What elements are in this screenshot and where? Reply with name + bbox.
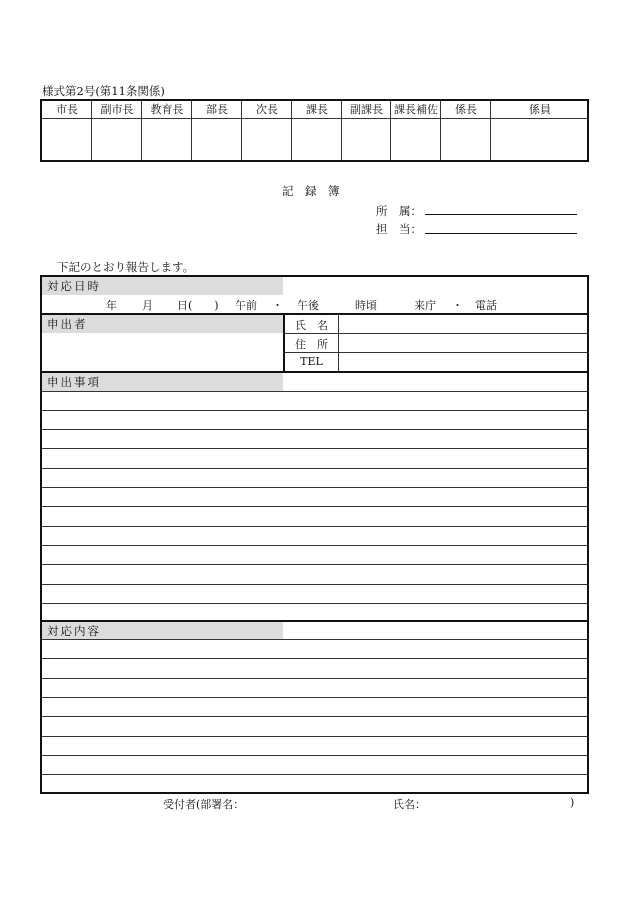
date-line-part: ・ <box>452 299 463 312</box>
approval-stamp-cell[interactable] <box>42 120 91 160</box>
affiliation-field[interactable] <box>425 214 577 215</box>
approval-column-header: 係長 <box>455 103 477 116</box>
request-row-field[interactable] <box>42 392 587 410</box>
applicant-address-field[interactable] <box>340 334 587 352</box>
request-row-field[interactable] <box>42 527 587 545</box>
applicant-name-label: 氏 名 <box>295 319 328 332</box>
request-header: 申出事項 <box>47 375 101 389</box>
response-header: 対応内容 <box>47 624 101 638</box>
approval-stamp-cell[interactable] <box>491 120 588 160</box>
approval-column-header: 部長 <box>206 103 228 116</box>
approval-stamp-cell[interactable] <box>192 120 241 160</box>
form-number: 様式第2号(第11条関係) <box>42 84 165 98</box>
document-title: 記 録 簿 <box>282 184 340 198</box>
applicant-address-label: 住 所 <box>295 338 328 351</box>
approval-column-header: 係員 <box>529 103 551 116</box>
receiver-dept-label: 受付者(部署名： <box>163 798 245 811</box>
date-line-part: 時頃 <box>355 299 377 312</box>
applicant-tel-field[interactable] <box>340 353 587 371</box>
approval-column-header: 市長 <box>56 103 78 116</box>
applicant-label-divider <box>338 315 339 372</box>
approval-stamp-cell[interactable] <box>242 120 291 160</box>
request-row-field[interactable] <box>42 411 587 429</box>
date-line-part: 年 <box>106 299 117 312</box>
request-row-field[interactable] <box>42 546 587 564</box>
approval-stamp-cell[interactable] <box>292 120 341 160</box>
response-row-field[interactable] <box>42 659 587 677</box>
date-line-part: 月 <box>142 299 153 312</box>
response-row-field[interactable] <box>42 756 587 774</box>
approval-column-header: 課長補佐 <box>394 103 438 116</box>
datetime-field[interactable] <box>42 296 587 314</box>
date-line-part: 来庁 <box>414 299 436 312</box>
date-line-part: 午前 <box>235 299 257 312</box>
applicant-tel-label: TEL <box>300 355 323 368</box>
request-row-field[interactable] <box>42 585 587 603</box>
date-line-part: 電話 <box>475 299 497 312</box>
response-row-field[interactable] <box>42 640 587 658</box>
request-row-field[interactable] <box>42 430 587 448</box>
approval-stamp-cell[interactable] <box>142 120 191 160</box>
approval-column-header: 次長 <box>256 103 278 116</box>
response-row-field[interactable] <box>42 737 587 755</box>
response-row-field[interactable] <box>42 717 587 735</box>
close-paren: ) <box>570 796 575 809</box>
request-row-field[interactable] <box>42 565 587 583</box>
applicant-header: 申出者 <box>47 317 88 331</box>
date-line-part: 午後 <box>297 299 319 312</box>
approval-column-header: 副市長 <box>100 103 134 116</box>
person-field[interactable] <box>425 233 577 234</box>
intro-text: 下記のとおり報告します。 <box>57 260 195 274</box>
applicant-field[interactable] <box>42 334 283 372</box>
response-row-field[interactable] <box>42 698 587 716</box>
approval-stamp-cell[interactable] <box>441 120 490 160</box>
approval-column-header: 課長 <box>306 103 328 116</box>
datetime-header: 対応日時 <box>47 279 101 293</box>
approval-stamp-cell[interactable] <box>342 120 390 160</box>
response-row-field[interactable] <box>42 775 587 793</box>
request-row-field[interactable] <box>42 507 587 525</box>
person-label: 担 当： <box>376 222 422 236</box>
request-row-field[interactable] <box>42 469 587 487</box>
approval-stamp-cell[interactable] <box>92 120 141 160</box>
request-row-field[interactable] <box>42 488 587 506</box>
report-table <box>40 275 589 794</box>
date-line-part: 日( ) <box>177 299 219 312</box>
response-row-field[interactable] <box>42 679 587 697</box>
receiver-name-label: 氏名： <box>393 798 426 811</box>
approval-column-header: 副課長 <box>350 103 383 116</box>
date-line-part: ・ <box>272 299 283 312</box>
approval-stamp-table <box>40 99 589 162</box>
request-row-field[interactable] <box>42 449 587 467</box>
applicant-name-field[interactable] <box>340 315 587 333</box>
approval-stamp-cell[interactable] <box>391 120 440 160</box>
affiliation-label: 所 属： <box>376 204 422 218</box>
approval-column-header: 教育長 <box>150 103 184 116</box>
